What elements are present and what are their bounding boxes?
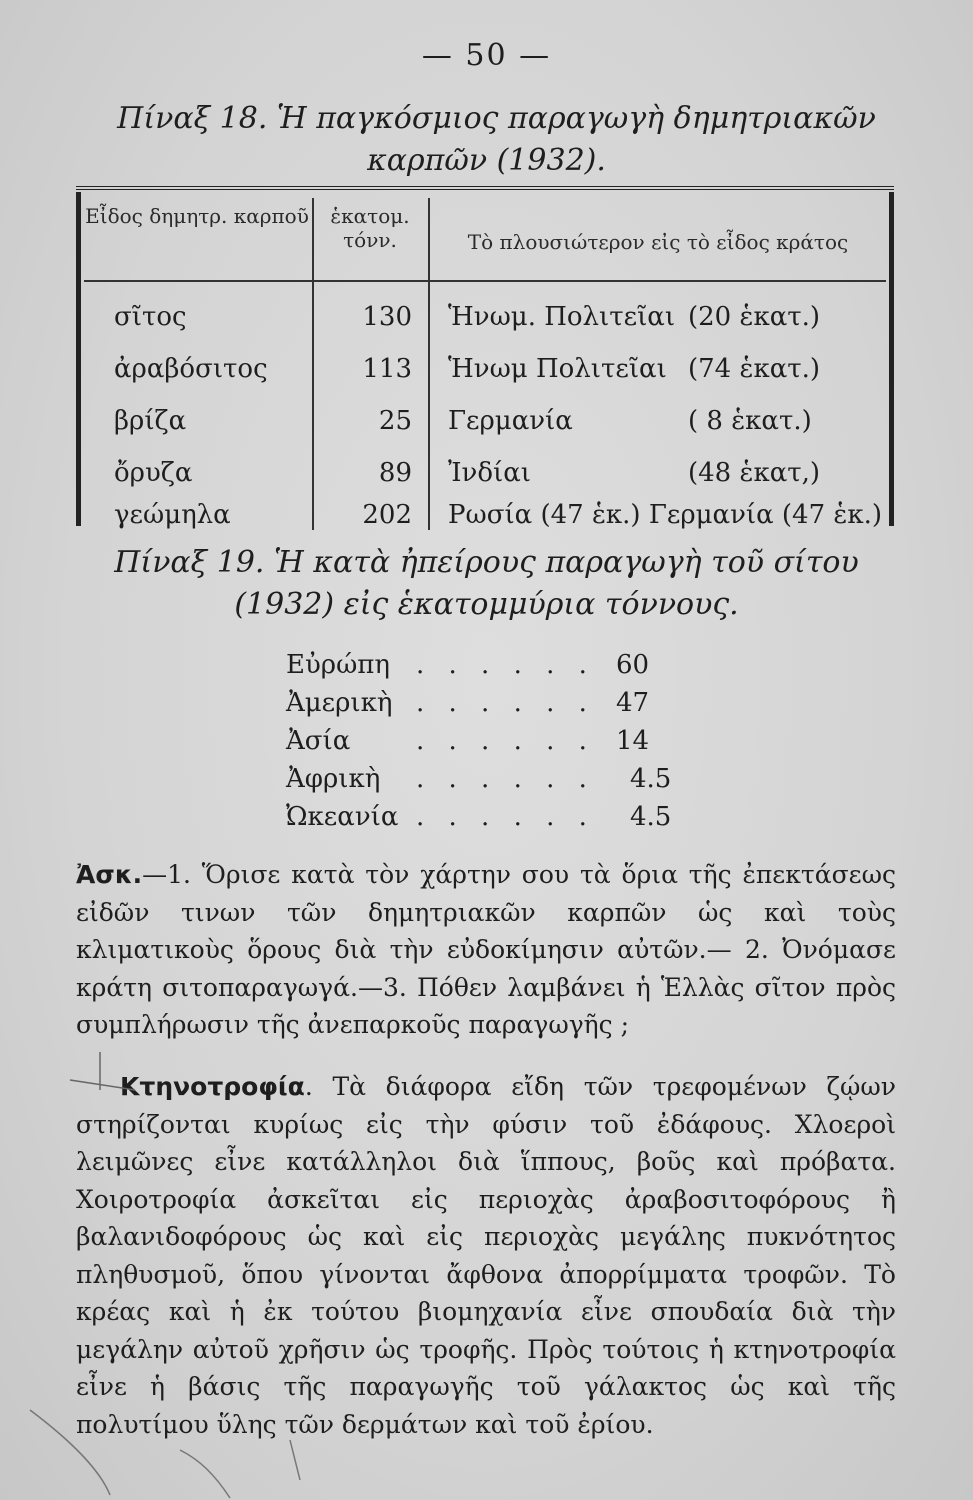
leader-dots: . . . . . . bbox=[416, 802, 595, 832]
cell-amount: (48 ἑκατ,) bbox=[688, 458, 821, 488]
wheat-by-continent-list bbox=[286, 650, 706, 840]
cell-crop: βρίζα bbox=[114, 406, 187, 436]
header-country: Τὸ πλουσιώτερον εἰς τὸ εἶδος κράτος bbox=[467, 230, 849, 254]
table18-title-line1: Πίναξ 18. Ἡ παγκόσμιος παραγωγὴ δημητριακῶν bbox=[117, 101, 876, 136]
continent-value: 4.5 bbox=[630, 802, 672, 832]
table19-title-line2: (1932) εἰς ἑκατομμύρια τόννους. bbox=[234, 587, 739, 622]
continent-value: 60 bbox=[616, 650, 650, 680]
list-item bbox=[286, 650, 706, 688]
cell-amount: (20 ἑκατ.) bbox=[688, 302, 821, 332]
table18-title bbox=[0, 98, 973, 182]
livestock-text: . Τὰ διάφορα εἴδη τῶν τρεφομένων ζῴων στηρίζονται κυρίως εἰς τὴν φύσιν τοῦ ἐδάφους. Χλοεροὶ λειμῶνες εἶνε κατάλληλοι διὰ ἵππους, βοῦς καὶ πρόβατα. Χοιροτροφία ἀσκεῖται εἰς περιοχὰς ἀραβοσιτοφόρους ἢ βαλανιδοφόρους ὡς καὶ εἰς περιοχὰς μεγάλης πυκνότητος πληθυσμοῦ, ὅπου γίνονται ἄφθονα ἀπορρίμματα τροφῶν. Τὸ κρέας καὶ ἡ ἐκ τούτου βιομηχανία εἶνε σπουδαία διὰ τὴν μεγάλην αὐτοῦ χρῆσιν ὡς τροφῆς. Πρὸς τούτοις ἡ κτηνοτροφία εἶνε ἡ βάσις τῆς παραγωγῆς τοῦ γάλακτος ὡς καὶ τῆς πολυτίμου ὕλης τῶν δερμάτων καὶ τοῦ ἐρίου. bbox=[76, 1072, 896, 1439]
cell-country: Ἡνωμ. Πολιτεῖαι bbox=[448, 302, 676, 332]
cell-amount: (74 ἑκατ.) bbox=[688, 354, 821, 384]
exercises-text: —1. Ὅρισε κατὰ τὸν χάρτην σου τὰ ὅρια τῆς ἐπεκτάσεως εἰδῶν τινων τῶν δημητριακῶν καρπῶν ὡς καὶ τοὺς κλιματικοὺς ὅρους διὰ τὴν εὐδοκίμησιν αὐτῶν.— 2. Ὀνόμασε κράτη σιτοπαραγωγά.—3. Πόθεν λαμβάνει ἡ Ἑλλὰς σῖτον πρὸς συμπλήρωσιν τῆς ἀνεπαρκοῦς παραγωγῆς ; bbox=[76, 860, 896, 1039]
grain-production-table bbox=[76, 186, 894, 530]
table-row bbox=[76, 354, 894, 406]
continent-name: Ἀμερικὴ bbox=[286, 688, 393, 718]
cell-tons: 113 bbox=[362, 354, 412, 384]
cell-crop: γεώμηλα bbox=[114, 500, 231, 530]
continent-name: Ὠκεανία bbox=[286, 802, 399, 832]
list-item bbox=[286, 802, 706, 840]
table18-title-line2: καρπῶν (1932). bbox=[367, 143, 606, 178]
continent-name: Ἀσία bbox=[286, 726, 351, 756]
continent-name: Ἀφρικὴ bbox=[286, 764, 381, 794]
exercises-label: Ἀσκ. bbox=[76, 860, 143, 889]
cell-tons: 202 bbox=[362, 500, 412, 530]
cell-tons: 25 bbox=[378, 406, 412, 436]
leader-dots: . . . . . . bbox=[416, 650, 595, 680]
cell-crop: ἀραβόσιτος bbox=[114, 354, 268, 384]
cell-tons: 89 bbox=[378, 458, 412, 488]
cell-crop: σῖτος bbox=[114, 302, 187, 332]
livestock-heading: Κτηνοτροφία bbox=[120, 1072, 305, 1101]
header-tons: ἑκατομ. τόνν. bbox=[330, 204, 410, 252]
leader-dots: . . . . . . bbox=[416, 764, 595, 794]
cell-country: Γερμανία bbox=[448, 406, 573, 436]
cell-country: Ρωσία (47 ἑκ.) Γερμανία (47 ἑκ.) bbox=[448, 500, 883, 530]
table-row bbox=[76, 406, 894, 458]
leader-dots: . . . . . . bbox=[416, 726, 595, 756]
exercises-paragraph bbox=[76, 856, 896, 1044]
livestock-paragraph bbox=[76, 1068, 896, 1443]
cell-crop: ὄρυζα bbox=[114, 458, 193, 488]
continent-name: Εὐρώπη bbox=[286, 650, 390, 680]
continent-value: 47 bbox=[616, 688, 650, 718]
leader-dots: . . . . . . bbox=[416, 688, 595, 718]
list-item bbox=[286, 688, 706, 726]
continent-value: 4.5 bbox=[630, 764, 672, 794]
cell-amount: ( 8 ἑκατ.) bbox=[688, 406, 812, 436]
list-item bbox=[286, 764, 706, 802]
table19-title-line1: Πίναξ 19. Ἡ κατὰ ἠπείρους παραγωγὴ τοῦ σίτου bbox=[114, 545, 859, 580]
cell-tons: 130 bbox=[362, 302, 412, 332]
continent-value: 14 bbox=[616, 726, 650, 756]
cell-country: Ἡνωμ Πολιτεῖαι bbox=[448, 354, 667, 384]
table-row bbox=[76, 302, 894, 354]
list-item bbox=[286, 726, 706, 764]
cell-country: Ἰνδίαι bbox=[448, 458, 531, 488]
header-divider bbox=[84, 280, 886, 282]
table19-title bbox=[0, 542, 973, 626]
page-number: — 50 — bbox=[421, 38, 552, 73]
header-crop: Εἶδος δημητρ. καρποῦ bbox=[85, 204, 309, 228]
